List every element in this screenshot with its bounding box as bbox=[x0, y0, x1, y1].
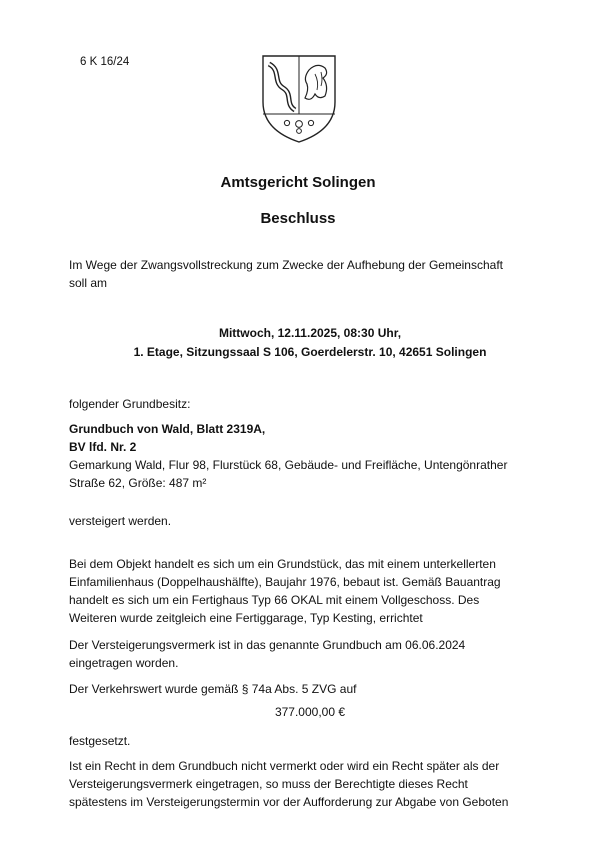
property-description: Gemarkung Wald, Flur 98, Flurstück 68, Gebäude- und Freifläche, Untengönrather bbox=[69, 458, 508, 472]
valuation-closing: festgesetzt. bbox=[69, 734, 131, 748]
case-number: 6 K 16/24 bbox=[80, 56, 130, 68]
registration-note: eingetragen worden. bbox=[69, 656, 179, 670]
object-description-line: Bei dem Objekt handelt es sich um ein Grundstück, das mit einem unterkellerten bbox=[69, 557, 496, 571]
decision-title: Beschluss bbox=[260, 210, 336, 227]
property-heading: folgender Grundbesitz: bbox=[69, 397, 191, 411]
object-description-line: Einfamilienhaus (Doppelhaushälfte), Baujahr 1976, bebaut ist. Gemäß Bauantrag bbox=[69, 575, 501, 589]
property-description: Straße 62, Größe: 487 m² bbox=[69, 476, 207, 490]
rights-note-line: spätestens im Versteigerungstermin vor der Aufforderung zur Abgabe von Geboten bbox=[69, 795, 509, 809]
appointment-date: Mittwoch, 12.11.2025, 08:30 Uhr, bbox=[218, 326, 402, 340]
auction-text: versteigert werden. bbox=[69, 514, 172, 528]
intro-line: soll am bbox=[69, 276, 108, 290]
rights-note-line: Versteigerungsvermerk eingetragen, so muss der Berechtigte dieses Recht bbox=[69, 777, 468, 791]
appointment-location: 1. Etage, Sitzungssaal S 106, Goerdelerstr. 10, 42651 Solingen bbox=[133, 345, 487, 359]
rights-note-line: Ist ein Recht in dem Grundbuch nicht vermerkt oder wird ein Recht später als der bbox=[69, 759, 500, 773]
land-register: Grundbuch von Wald, Blatt 2319A, bbox=[69, 422, 266, 436]
bv-number: BV lfd. Nr. 2 bbox=[69, 440, 137, 454]
intro-line: Im Wege der Zwangsvollstreckung zum Zwecke der Aufhebung der Gemeinschaft bbox=[69, 258, 503, 272]
nrw-coat-of-arms-icon bbox=[259, 52, 339, 144]
registration-note: Der Versteigerungsvermerk ist in das genannte Grundbuch am 06.06.2024 bbox=[69, 638, 466, 652]
valuation-intro: Der Verkehrswert wurde gemäß § 74a Abs. 5 ZVG auf bbox=[69, 682, 357, 696]
object-description-line: Weiteren wurde zeitgleich eine Fertiggarage, Typ Kesting, errichtet bbox=[69, 611, 423, 625]
court-name: Amtsgericht Solingen bbox=[220, 174, 376, 191]
object-description-line: handelt es sich um ein Fertighaus Typ 66 OKAL mit einem Vollgeschoss. Des bbox=[69, 593, 480, 607]
market-value: 377.000,00 € bbox=[274, 705, 346, 719]
